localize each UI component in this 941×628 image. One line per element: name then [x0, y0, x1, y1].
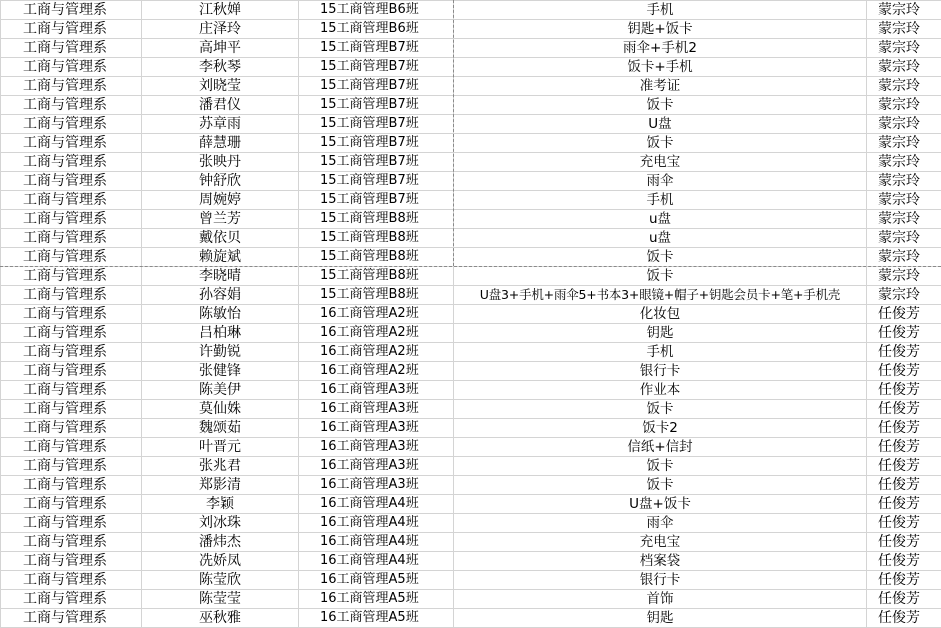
cell-student-name[interactable]: 陈美伊: [142, 381, 299, 400]
table-row: [1, 419, 941, 438]
table-row: [1, 286, 941, 305]
table-row: [1, 533, 941, 552]
cell-teacher[interactable]: 任俊芳: [867, 400, 941, 419]
table-row: [1, 476, 941, 495]
cell-class[interactable]: 15工商管理B6班: [299, 20, 454, 39]
cell-class[interactable]: 16工商管理A3班: [299, 476, 454, 495]
cell-lost-item[interactable]: 首饰: [454, 590, 867, 609]
cell-department[interactable]: 工商与管理系: [1, 552, 142, 571]
cell-department[interactable]: 工商与管理系: [1, 286, 142, 305]
table-row: [1, 248, 941, 267]
cell-lost-item[interactable]: 银行卡: [454, 571, 867, 590]
cell-lost-item[interactable]: U盘+饭卡: [454, 495, 867, 514]
cell-student-name[interactable]: 陈敏怡: [142, 305, 299, 324]
cell-student-name[interactable]: 李秋琴: [142, 58, 299, 77]
cell-department[interactable]: 工商与管理系: [1, 457, 142, 476]
cell-student-name[interactable]: 苏章雨: [142, 115, 299, 134]
table-body: [1, 1, 941, 628]
page-break-vertical: [453, 0, 454, 266]
cell-teacher[interactable]: 蒙宗玲: [867, 58, 941, 77]
cell-class[interactable]: 15工商管理B7班: [299, 39, 454, 58]
cell-lost-item[interactable]: 饭卡: [454, 457, 867, 476]
cell-student-name[interactable]: 钟舒欣: [142, 172, 299, 191]
cell-department[interactable]: 工商与管理系: [1, 134, 142, 153]
cell-student-name[interactable]: 薛慧珊: [142, 134, 299, 153]
cell-lost-item[interactable]: 档案袋: [454, 552, 867, 571]
cell-student-name[interactable]: 庄泽玲: [142, 20, 299, 39]
cell-lost-item[interactable]: 钥匙: [454, 324, 867, 343]
cell-lost-item[interactable]: 手机: [454, 343, 867, 362]
cell-department[interactable]: 工商与管理系: [1, 58, 142, 77]
cell-teacher[interactable]: 蒙宗玲: [867, 134, 941, 153]
cell-student-name[interactable]: 叶晋元: [142, 438, 299, 457]
cell-department[interactable]: 工商与管理系: [1, 533, 142, 552]
cell-class[interactable]: 15工商管理B7班: [299, 191, 454, 210]
table-row: [1, 267, 941, 286]
cell-student-name[interactable]: 周婉婷: [142, 191, 299, 210]
cell-class[interactable]: 15工商管理B8班: [299, 210, 454, 229]
cell-department[interactable]: 工商与管理系: [1, 343, 142, 362]
cell-class[interactable]: 16工商管理A3班: [299, 419, 454, 438]
table-row: [1, 20, 941, 39]
cell-lost-item[interactable]: 银行卡: [454, 362, 867, 381]
cell-teacher[interactable]: 任俊芳: [867, 476, 941, 495]
cell-lost-item[interactable]: 饭卡2: [454, 419, 867, 438]
cell-lost-item[interactable]: 钥匙: [454, 609, 867, 628]
cell-lost-item[interactable]: 雨伞: [454, 172, 867, 191]
cell-class[interactable]: 16工商管理A2班: [299, 343, 454, 362]
cell-class[interactable]: 16工商管理A3班: [299, 438, 454, 457]
cell-lost-item[interactable]: 充电宝: [454, 533, 867, 552]
cell-lost-item[interactable]: 饭卡+手机: [454, 58, 867, 77]
cell-lost-item[interactable]: 手机: [454, 191, 867, 210]
cell-class[interactable]: 15工商管理B7班: [299, 77, 454, 96]
cell-student-name[interactable]: 李颖: [142, 495, 299, 514]
cell-student-name[interactable]: 李晓晴: [142, 267, 299, 286]
table-row: [1, 324, 941, 343]
cell-student-name[interactable]: 张兆君: [142, 457, 299, 476]
table-row: [1, 457, 941, 476]
cell-lost-item[interactable]: 雨伞: [454, 514, 867, 533]
cell-department[interactable]: 工商与管理系: [1, 419, 142, 438]
cell-teacher[interactable]: 任俊芳: [867, 533, 941, 552]
cell-class[interactable]: 15工商管理B7班: [299, 96, 454, 115]
cell-teacher[interactable]: 蒙宗玲: [867, 191, 941, 210]
cell-teacher[interactable]: 蒙宗玲: [867, 248, 941, 267]
cell-student-name[interactable]: 刘冰珠: [142, 514, 299, 533]
table-row: [1, 96, 941, 115]
table-row: [1, 305, 941, 324]
cell-student-name[interactable]: 冼娇凤: [142, 552, 299, 571]
table-row: [1, 571, 941, 590]
cell-class[interactable]: 15工商管理B7班: [299, 115, 454, 134]
cell-class[interactable]: 15工商管理B8班: [299, 248, 454, 267]
table-row: [1, 609, 941, 628]
cell-department[interactable]: 工商与管理系: [1, 495, 142, 514]
cell-teacher[interactable]: 蒙宗玲: [867, 115, 941, 134]
cell-student-name[interactable]: 巫秋雅: [142, 609, 299, 628]
cell-department[interactable]: 工商与管理系: [1, 438, 142, 457]
cell-department[interactable]: 工商与管理系: [1, 514, 142, 533]
table-row: [1, 400, 941, 419]
cell-department[interactable]: 工商与管理系: [1, 96, 142, 115]
cell-teacher[interactable]: 蒙宗玲: [867, 286, 941, 305]
cell-department[interactable]: 工商与管理系: [1, 229, 142, 248]
cell-teacher[interactable]: 任俊芳: [867, 571, 941, 590]
cell-teacher[interactable]: 蒙宗玲: [867, 77, 941, 96]
table-row: [1, 514, 941, 533]
cell-student-name[interactable]: 刘晓莹: [142, 77, 299, 96]
table-row: [1, 210, 941, 229]
cell-class[interactable]: 15工商管理B7班: [299, 172, 454, 191]
cell-lost-item[interactable]: U盘3+手机+雨伞5+书本3+眼镜+帽子+钥匙会员卡+笔+手机壳: [454, 286, 867, 305]
cell-department[interactable]: 工商与管理系: [1, 248, 142, 267]
cell-department[interactable]: 工商与管理系: [1, 77, 142, 96]
cell-lost-item[interactable]: 饭卡: [454, 96, 867, 115]
table-row: [1, 134, 941, 153]
cell-student-name[interactable]: 戴依贝: [142, 229, 299, 248]
cell-class[interactable]: 15工商管理B6班: [299, 1, 454, 20]
cell-class[interactable]: 16工商管理A2班: [299, 305, 454, 324]
cell-teacher[interactable]: 蒙宗玲: [867, 267, 941, 286]
cell-class[interactable]: 16工商管理A3班: [299, 381, 454, 400]
cell-department[interactable]: 工商与管理系: [1, 153, 142, 172]
cell-student-name[interactable]: 潘君仪: [142, 96, 299, 115]
cell-department[interactable]: 工商与管理系: [1, 362, 142, 381]
cell-student-name[interactable]: 陈莹欣: [142, 571, 299, 590]
table-row: [1, 495, 941, 514]
cell-teacher[interactable]: 任俊芳: [867, 381, 941, 400]
cell-student-name[interactable]: 吕柏琳: [142, 324, 299, 343]
cell-teacher[interactable]: 蒙宗玲: [867, 172, 941, 191]
cell-lost-item[interactable]: 雨伞+手机2: [454, 39, 867, 58]
cell-lost-item[interactable]: u盘: [454, 210, 867, 229]
cell-student-name[interactable]: 陈莹莹: [142, 590, 299, 609]
cell-department[interactable]: 工商与管理系: [1, 324, 142, 343]
cell-class[interactable]: 15工商管理B8班: [299, 229, 454, 248]
cell-teacher[interactable]: 任俊芳: [867, 362, 941, 381]
cell-teacher[interactable]: 任俊芳: [867, 457, 941, 476]
table-row: [1, 172, 941, 191]
cell-class[interactable]: 16工商管理A4班: [299, 495, 454, 514]
cell-student-name[interactable]: 曾兰芳: [142, 210, 299, 229]
cell-lost-item[interactable]: 钥匙+饭卡: [454, 20, 867, 39]
cell-department[interactable]: 工商与管理系: [1, 571, 142, 590]
table-row: [1, 381, 941, 400]
cell-student-name[interactable]: 赖旋斌: [142, 248, 299, 267]
cell-teacher[interactable]: 蒙宗玲: [867, 210, 941, 229]
table-row: [1, 77, 941, 96]
cell-class[interactable]: 16工商管理A3班: [299, 400, 454, 419]
cell-student-name[interactable]: 张映丹: [142, 153, 299, 172]
cell-lost-item[interactable]: 作业本: [454, 381, 867, 400]
table-row: [1, 229, 941, 248]
cell-lost-item[interactable]: u盘: [454, 229, 867, 248]
page-break-horizontal: [0, 266, 941, 267]
cell-teacher[interactable]: 蒙宗玲: [867, 1, 941, 20]
cell-department[interactable]: 工商与管理系: [1, 1, 142, 20]
table-row: [1, 191, 941, 210]
cell-department[interactable]: 工商与管理系: [1, 305, 142, 324]
cell-class[interactable]: 15工商管理B7班: [299, 153, 454, 172]
cell-department[interactable]: 工商与管理系: [1, 609, 142, 628]
cell-student-name[interactable]: 孙容娟: [142, 286, 299, 305]
cell-teacher[interactable]: 蒙宗玲: [867, 96, 941, 115]
cell-student-name[interactable]: 莫仙姝: [142, 400, 299, 419]
cell-teacher[interactable]: 任俊芳: [867, 438, 941, 457]
cell-teacher[interactable]: 任俊芳: [867, 343, 941, 362]
cell-class[interactable]: 16工商管理A5班: [299, 571, 454, 590]
cell-teacher[interactable]: 任俊芳: [867, 324, 941, 343]
cell-student-name[interactable]: 许勤锐: [142, 343, 299, 362]
cell-class[interactable]: 16工商管理A2班: [299, 362, 454, 381]
cell-lost-item[interactable]: U盘: [454, 115, 867, 134]
cell-class[interactable]: 16工商管理A4班: [299, 533, 454, 552]
cell-lost-item[interactable]: 化妆包: [454, 305, 867, 324]
table-row: [1, 1, 941, 20]
cell-lost-item[interactable]: 饭卡: [454, 248, 867, 267]
cell-department[interactable]: 工商与管理系: [1, 172, 142, 191]
cell-class[interactable]: 15工商管理B7班: [299, 134, 454, 153]
table-row: [1, 153, 941, 172]
cell-teacher[interactable]: 蒙宗玲: [867, 39, 941, 58]
table-row: [1, 552, 941, 571]
cell-lost-item[interactable]: 饭卡: [454, 476, 867, 495]
table-row: [1, 343, 941, 362]
cell-class[interactable]: 15工商管理B7班: [299, 58, 454, 77]
cell-student-name[interactable]: 江秋婵: [142, 1, 299, 20]
cell-teacher[interactable]: 任俊芳: [867, 590, 941, 609]
cell-lost-item[interactable]: 信纸+信封: [454, 438, 867, 457]
cell-class[interactable]: 15工商管理B8班: [299, 286, 454, 305]
table-row: [1, 115, 941, 134]
cell-class[interactable]: 16工商管理A2班: [299, 324, 454, 343]
cell-lost-item[interactable]: 准考证: [454, 77, 867, 96]
cell-teacher[interactable]: 任俊芳: [867, 305, 941, 324]
cell-teacher[interactable]: 任俊芳: [867, 552, 941, 571]
cell-student-name[interactable]: 郑影清: [142, 476, 299, 495]
cell-class[interactable]: 15工商管理B8班: [299, 267, 454, 286]
cell-department[interactable]: 工商与管理系: [1, 39, 142, 58]
cell-department[interactable]: 工商与管理系: [1, 267, 142, 286]
cell-teacher[interactable]: 蒙宗玲: [867, 20, 941, 39]
cell-department[interactable]: 工商与管理系: [1, 381, 142, 400]
cell-teacher[interactable]: 蒙宗玲: [867, 229, 941, 248]
cell-department[interactable]: 工商与管理系: [1, 115, 142, 134]
cell-student-name[interactable]: 潘炜杰: [142, 533, 299, 552]
cell-student-name[interactable]: 高坤平: [142, 39, 299, 58]
table-row: [1, 39, 941, 58]
cell-lost-item[interactable]: 充电宝: [454, 153, 867, 172]
cell-department[interactable]: 工商与管理系: [1, 590, 142, 609]
cell-department[interactable]: 工商与管理系: [1, 191, 142, 210]
table-row: [1, 58, 941, 77]
table-row: [1, 590, 941, 609]
cell-teacher[interactable]: 任俊芳: [867, 609, 941, 628]
cell-class[interactable]: 16工商管理A5班: [299, 590, 454, 609]
cell-student-name[interactable]: 张健锋: [142, 362, 299, 381]
cell-lost-item[interactable]: 饭卡: [454, 134, 867, 153]
cell-department[interactable]: 工商与管理系: [1, 20, 142, 39]
table-row: [1, 438, 941, 457]
cell-teacher[interactable]: 蒙宗玲: [867, 153, 941, 172]
cell-department[interactable]: 工商与管理系: [1, 210, 142, 229]
cell-class[interactable]: 16工商管理A3班: [299, 457, 454, 476]
cell-class[interactable]: 16工商管理A4班: [299, 552, 454, 571]
cell-class[interactable]: 16工商管理A5班: [299, 609, 454, 628]
cell-department[interactable]: 工商与管理系: [1, 400, 142, 419]
cell-class[interactable]: 16工商管理A4班: [299, 514, 454, 533]
cell-student-name[interactable]: 魏颂茹: [142, 419, 299, 438]
cell-teacher[interactable]: 任俊芳: [867, 514, 941, 533]
cell-teacher[interactable]: 任俊芳: [867, 419, 941, 438]
cell-lost-item[interactable]: 手机: [454, 1, 867, 20]
cell-department[interactable]: 工商与管理系: [1, 476, 142, 495]
table-row: [1, 362, 941, 381]
cell-lost-item[interactable]: 饭卡: [454, 267, 867, 286]
cell-lost-item[interactable]: 饭卡: [454, 400, 867, 419]
cell-teacher[interactable]: 任俊芳: [867, 495, 941, 514]
